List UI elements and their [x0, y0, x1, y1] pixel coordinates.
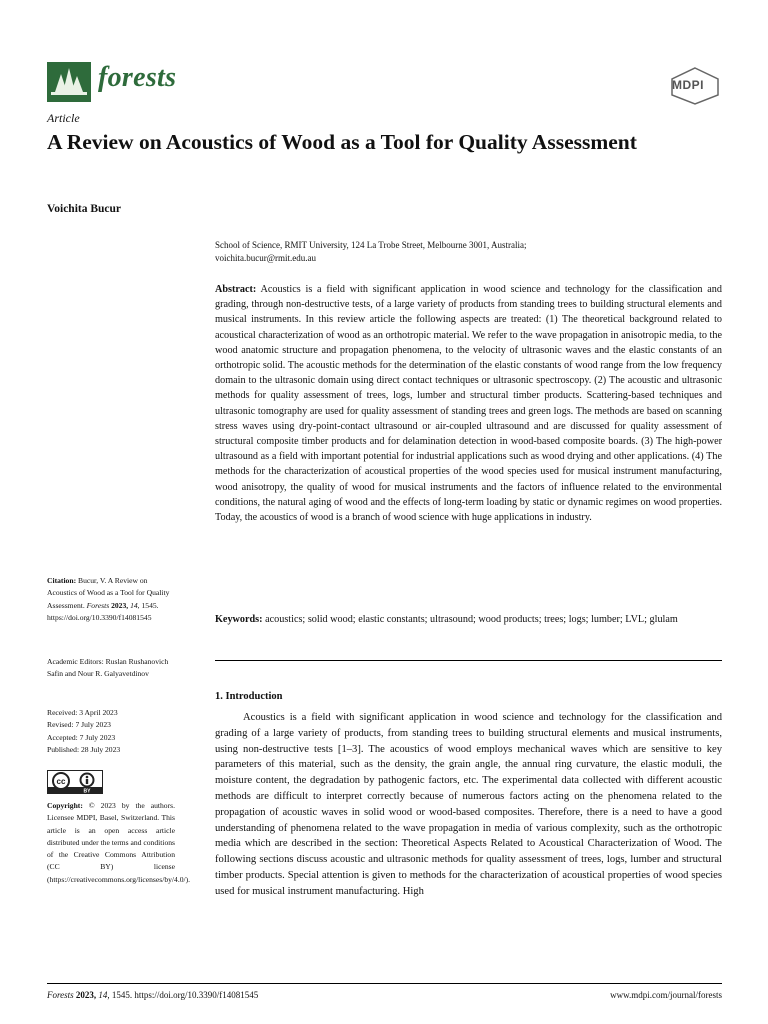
keywords-label: Keywords:	[215, 614, 263, 625]
dates-block	[47, 707, 175, 756]
received-date: Received: 3 April 2023	[47, 708, 118, 717]
academic-editors: Academic Editors: Ruslan Rushanovich Safin and Nour R. Galyavetdinov	[47, 657, 169, 679]
keywords	[215, 612, 722, 628]
keywords-text: acoustics; solid wood; elastic constants; ultrasound; wood products; trees; logs; lumber; LVL; glulam	[265, 614, 678, 625]
abstract	[215, 282, 722, 525]
affiliation-address: School of Science, RMIT University, 124 La Trobe Street, Melbourne 3001, Australia;	[215, 240, 527, 250]
footer-volume: 14,	[98, 990, 110, 1000]
published-date: Published: 28 July 2023	[47, 744, 121, 754]
tree-icon	[47, 62, 91, 102]
footer-citation	[47, 990, 258, 1000]
publisher-name: MDPI	[672, 78, 704, 92]
copyright-block	[47, 800, 191, 886]
article-type: Article	[47, 111, 80, 125]
copyright-label: Copyright:	[47, 801, 83, 810]
citation-volume: 14,	[130, 600, 140, 610]
affiliation	[215, 239, 725, 265]
revised-date: Revised: 7 July 2023	[47, 720, 111, 730]
section-heading: 1. Introduction	[215, 691, 283, 702]
abstract-text: Acoustics is a field with significant application in wood science and technology for the classification and grading, through non-destructive tests, of a large variety of products from standing trees to building structural elements and musical instruments. In this review article the following aspects are treated: (1) The theoretical background related to acoustical characterization of wood as an orthotropic material. We refer to the wave propagation in anisotropic media, to the wood anatomic structure and propagation phenomena, to the velocity of ultrasonic waves and the elastic constants of an orthotropic solid. The acoustic methods for the determination of the elastic constants of wood range from the low frequency domain to the ultrasonic domain using direct contact techniques or ultrasonic spectroscopy. (2) The acoustic and ultrasonic methods for quality assessment of trees, logs, lumber and structural timber products. Scattering-based techniques and ultrasonic tomography are used for quality assessment of standing trees and green logs. The methods are based on scanning stress waves using dry-point-contact ultrasound or air-coupled ultrasound and are discussed for quality assessment of structural composite timber products and for delamination detection in wood-based composite boards. (3) The high-power ultrasound as a field with important potential for industrial applications such as wood drying and other applications. (4) The methods for the characterization of acoustical properties of the wood species used for musical instrument manufacturing, wood anisotropy, the quality of wood for musical instruments and the factors of influence related to the environmental conditions, the natural aging of wood and the effects of long-term loading by static or dynamic regimes on wood properties. Today, the acoustics of wood is a branch of wood science with huge applications in industry.	[215, 284, 722, 524]
citation-year: 2023,	[111, 600, 129, 610]
citation-journal: Forests	[86, 600, 110, 610]
intro-paragraph: Acoustics is a field with significant application in wood science and technology for the classification and grading of a large variety of products, from standing trees to building structural elements and musical instruments, using non-destructive tests [1–3]. The acoustics of wood employs mechanical waves which are sensitive to key parameters of this material, such as the density, the grain angle, the annual ring curvature, the elastic moduli, the moisture content, the degradation by pathogenic factors, etc. The experimental data collected with different acoustic methods are difficult to interpret correctly because of numerous factors acting on the phenomena related to the propagation of acoustic waves in solid wood or wood-based composites. Therefore, there is a need to have a good understanding of phenomena related to the wave propagation in media of various complexity, such as the orthotropic media which are described in the section: Theoretical Aspects Related to Acoustical Characterization of Wood. The following sections discuss acoustic and ultrasonic methods for quality assessment of trees, logs, lumber and structural timber products. Special attention is given to methods for the characterization of acoustical properties of wood species used for musical instrument manufacturing. High	[215, 712, 722, 897]
journal-name: forests	[98, 62, 177, 93]
journal-logo	[47, 62, 91, 102]
section-divider	[215, 660, 722, 661]
author-name: Voichita Bucur	[47, 203, 122, 215]
footer-journal: Forests	[47, 990, 74, 1000]
cc-by-icon[interactable]	[47, 770, 103, 794]
svg-text:cc: cc	[56, 777, 66, 786]
footer-doi[interactable]: 1545. https://doi.org/10.3390/f14081545	[111, 990, 259, 1000]
footer-divider	[47, 983, 722, 984]
accepted-date: Accepted: 7 July 2023	[47, 732, 116, 742]
footer-url[interactable]: www.mdpi.com/journal/forests	[610, 990, 722, 1000]
paper-title: A Review on Acoustics of Wood as a Tool for Quality Assessment	[47, 130, 637, 154]
citation-block	[47, 575, 175, 624]
author-email[interactable]: voichita.bucur@rmit.edu.au	[215, 253, 317, 263]
abstract-label: Abstract:	[215, 284, 257, 295]
copyright-text: © 2023 by the authors. Licensee MDPI, Basel, Switzerland. This article is an open access article distributed under the terms and conditions of the Creative Commons Attribution (CC BY) license (https://creativecommons.org/licenses/by/4.0/).	[47, 801, 191, 884]
footer-year: 2023,	[75, 990, 97, 1000]
citation-text: Bucur, V. A Review on Acoustics of Wood as a Tool for Quality Assessment.	[47, 576, 170, 610]
citation-label: Citation:	[47, 576, 77, 585]
svg-text:BY: BY	[83, 788, 91, 794]
citation-doi[interactable]: 1545. https://doi.org/10.3390/f14081545	[47, 600, 159, 622]
